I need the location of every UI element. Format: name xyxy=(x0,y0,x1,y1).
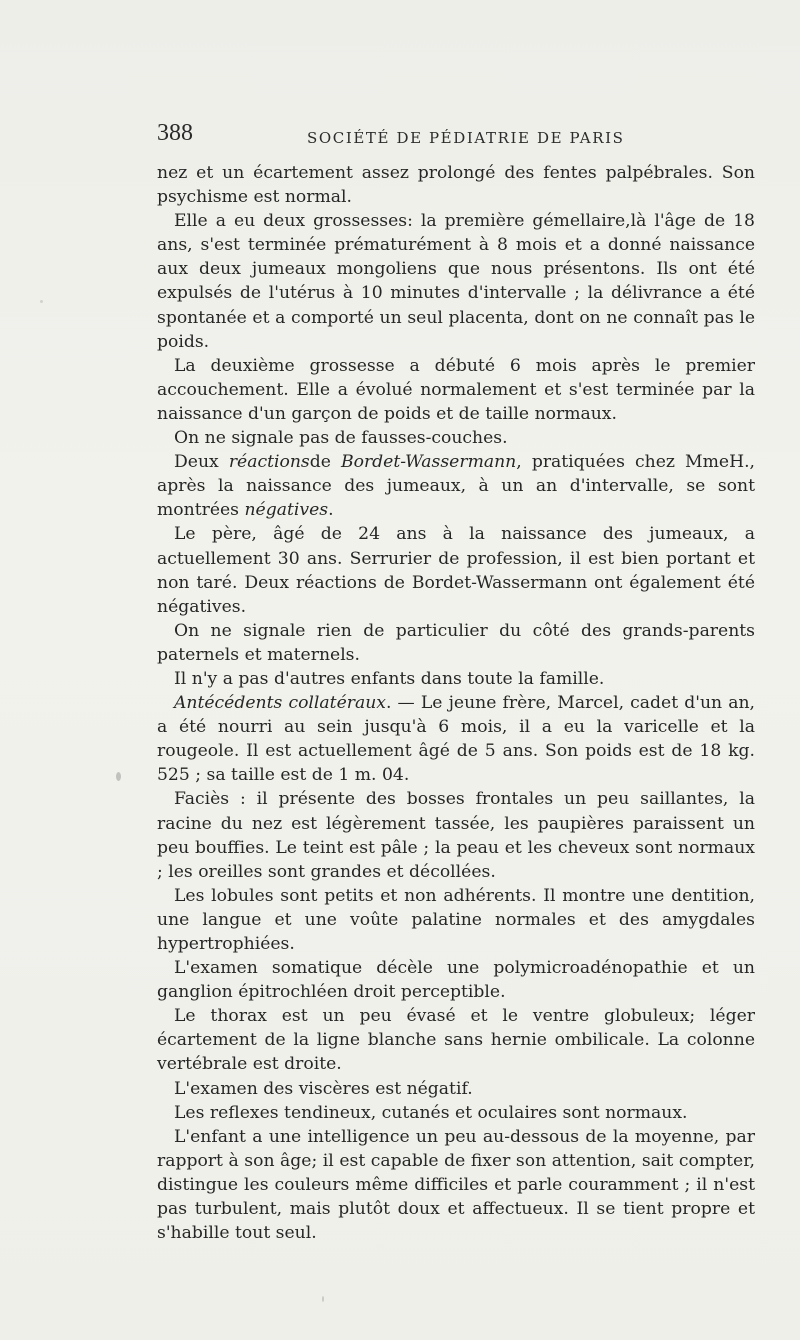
paragraph xyxy=(157,522,755,618)
paragraph xyxy=(157,161,755,209)
text-run: La deuxième grossesse a débuté 6 mois après le premier accouchement. Elle a évolué normalement et s'est terminée par la naissance d'un garçon de poids et de taille normaux. xyxy=(157,355,755,424)
text-run: Le père, âgé de 24 ans à la naissance des jumeaux, a actuellement 30 ans. Serrurier de profession, il est bien portant et non taré. Deux réactions de Bordet-Wassermann ont également été négatives. xyxy=(157,524,755,617)
text-run: Faciès : il présente des bosses frontales un peu saillantes, la racine du nez est légèrement tassée, les paupières paraissent un peu bouffies. Le teint est pâle ; la peau et les cheveux sont normaux ; les oreilles sont grandes et décollées. xyxy=(157,789,755,882)
italic-run: négatives xyxy=(244,500,329,521)
text-run: Il n'y a pas d'autres enfants dans toute la famille. xyxy=(174,668,605,689)
paragraph xyxy=(157,354,755,426)
scan-speck xyxy=(40,300,43,303)
paragraph xyxy=(157,1125,755,1245)
text-run: Deux xyxy=(174,452,229,473)
text-run: On ne signale pas de fausses-couches. xyxy=(174,428,508,449)
paragraph xyxy=(157,884,755,956)
running-head: SOCIÉTÉ DE PÉDIATRIE DE PARIS xyxy=(307,129,625,147)
page-header xyxy=(157,120,757,152)
text-run: de xyxy=(309,452,341,473)
text-run: Le thorax est un peu évasé et le ventre globuleux; léger écartement de la ligne blanche sans hernie ombilicale. La colonne vertébrale est droite. xyxy=(157,1006,755,1075)
scan-speck xyxy=(322,1296,324,1302)
italic-run: Antécédents collatéraux xyxy=(174,693,386,714)
paragraph xyxy=(157,667,755,691)
text-run: . — Le jeune frère, Marcel, cadet d'un an, a été nourri au sein jusqu'à 6 mois, il a eu la varicelle et la rougeole. Il est actuellement âgé de 5 ans. Son poids est de 18 kg. 525 ; sa taille est de 1 m. 04. xyxy=(157,693,755,786)
text-run: L'enfant a une intelligence un peu au-dessous de la moyenne, par rapport à son âge; il est capable de fixer son attention, sait compter, distingue les couleurs même difficiles et parle couramment ; il n'est pas turbulent, mais plutôt doux et affectueux. Il se tient propre et s'habille tout seul. xyxy=(157,1126,755,1244)
paragraph xyxy=(157,1004,755,1076)
paragraph xyxy=(157,450,755,522)
text-run: Elle a eu deux grossesses: la première gémellaire,là l'âge de 18 ans, s'est terminée prématurément à 8 mois et a donné naissance aux deux jumeaux mongoliens que nous présentons. Ils ont été expulsés de l'utérus à 10 minutes d'intervalle ; la délivrance a été spontanée et a comporté un seul placenta, dont on ne connaît pas le poids. xyxy=(157,211,755,352)
page-number: 388 xyxy=(157,120,193,146)
paragraph xyxy=(157,956,755,1004)
text-run: nez et un écartement assez prolongé des fentes palpébrales. Son psychisme est normal. xyxy=(157,163,755,208)
text-run: . xyxy=(328,500,334,521)
paragraph xyxy=(157,619,755,667)
scan-speck xyxy=(116,772,121,781)
text-run: , pratiquées chez MmeH., après la naissance des jumeaux, à un an d'intervalle, se sont montrées xyxy=(157,452,755,521)
text-run: L'examen somatique décèle une polymicroadénopathie et un ganglion épitrochléen droit perceptible. xyxy=(157,958,755,1003)
paragraph xyxy=(157,1101,755,1125)
paragraph xyxy=(157,787,755,883)
paragraph xyxy=(157,691,755,787)
paragraph xyxy=(157,1077,755,1101)
text-run: Les reflexes tendineux, cutanés et oculaires sont normaux. xyxy=(174,1102,688,1123)
text-run: L'examen des viscères est négatif. xyxy=(174,1078,473,1099)
paragraph xyxy=(157,426,755,450)
body-text xyxy=(157,161,755,1245)
text-run: Les lobules sont petits et non adhérents. Il montre une dentition, une langue et une voûte palatine normales et des amygdales hypertrophiées. xyxy=(157,885,755,954)
text-run: On ne signale rien de particulier du côté des grands-parents paternels et maternels. xyxy=(157,620,755,665)
italic-run: Bordet-Wassermann xyxy=(340,452,517,473)
italic-run: réactions xyxy=(228,452,310,473)
paragraph xyxy=(157,209,755,354)
